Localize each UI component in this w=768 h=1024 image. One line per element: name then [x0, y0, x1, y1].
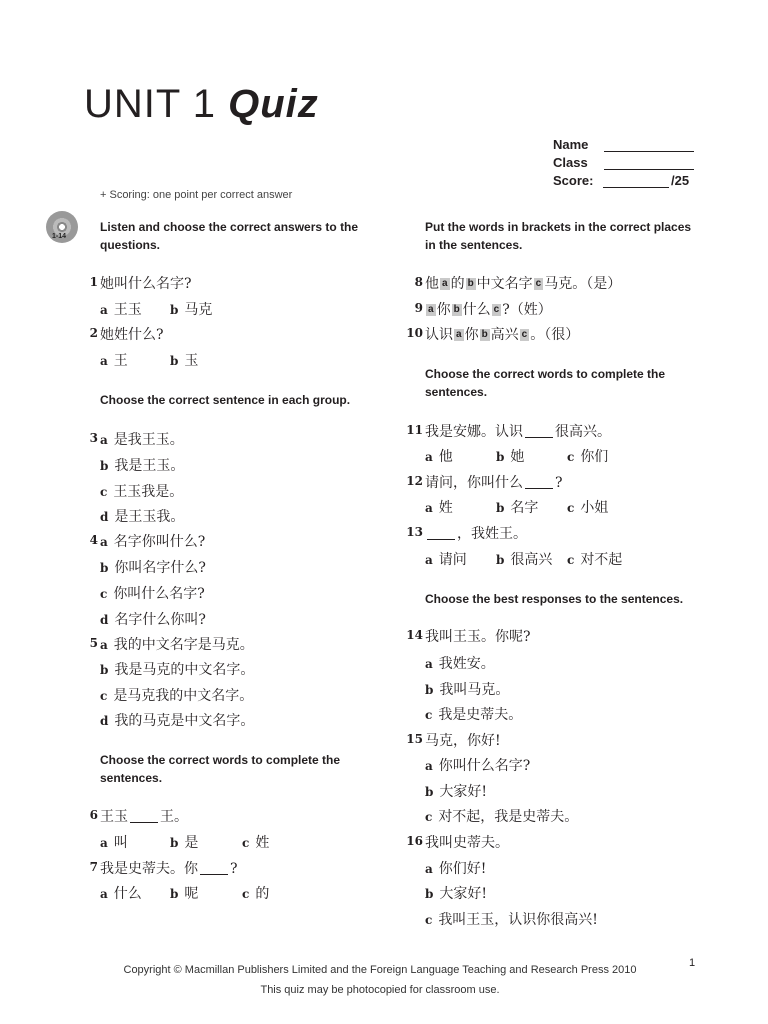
section-heading-brackets: Put the words in brackets in the correct places in the sentences. — [425, 220, 692, 252]
q8-slot-a[interactable]: a — [442, 278, 448, 289]
q3-option-d[interactable]: d 是王玉我。 — [100, 509, 185, 525]
q6-blank[interactable] — [130, 822, 158, 823]
q1-option-a[interactable]: a 王玉 — [100, 302, 142, 318]
track-label: 1-14 — [52, 233, 67, 240]
section-heading-listen: Listen and choose the correct answers to the questions. — [100, 220, 359, 252]
section-heading-correct-sentence: Choose the correct sentence in each group. — [100, 393, 351, 407]
q3-option-c[interactable]: c 王玉我是。 — [100, 484, 184, 500]
q16-option-c[interactable]: c 我叫王玉，认识你很高兴! — [425, 912, 598, 928]
q16-option-a[interactable]: a 你们好! — [425, 861, 487, 877]
page-number: 1 — [689, 957, 696, 969]
page-title — [84, 82, 319, 127]
score-field[interactable] — [603, 187, 669, 188]
question-14: 14 我叫王玉。你呢? — [406, 628, 531, 645]
q5-option-b[interactable]: b 我是马克的中文名字。 — [100, 662, 255, 678]
q1-option-b[interactable]: b 马克 — [170, 302, 213, 318]
section-heading-best-responses: Choose the best responses to the sentences. — [425, 592, 684, 606]
q9-slot-c[interactable]: c — [493, 304, 500, 315]
q5-option-c[interactable]: c 是马克我的中文名字。 — [100, 688, 254, 704]
q9-slot-a[interactable]: a — [428, 304, 434, 315]
question-16: 16 我叫史蒂夫。 — [406, 834, 509, 851]
q14-option-b[interactable]: b 我叫马克。 — [425, 682, 510, 698]
q11-option-c[interactable]: c 你们 — [567, 449, 609, 465]
section-heading-complete-words-2: Choose the correct words to complete the sentences. — [425, 367, 666, 399]
q11-blank[interactable] — [525, 437, 553, 438]
q6-option-b[interactable]: b 是 — [170, 835, 199, 851]
question-6: 6 王玉 王。 — [89, 808, 188, 825]
question-9: 9 a 你 b 什么 c ?（姓） — [414, 301, 552, 318]
q2-option-a[interactable]: a 王 — [100, 353, 128, 369]
q14-option-a[interactable]: a 我姓安。 — [425, 656, 495, 672]
q11-option-b[interactable]: b 她 — [496, 449, 525, 465]
q5-option-d[interactable]: d 我的马克是中文名字。 — [100, 713, 255, 729]
q8-slot-c[interactable]: c — [535, 278, 542, 289]
q7-blank[interactable] — [200, 874, 228, 875]
q12-blank[interactable] — [525, 488, 553, 489]
score-total: /25 — [671, 173, 690, 188]
photocopy-note: This quiz may be photocopied for classroom use. — [260, 984, 500, 996]
unit-label: UNIT 1 — [84, 82, 216, 126]
quiz-label: Quiz — [228, 82, 319, 126]
q4-option-c[interactable]: c 你叫什么名字? — [100, 586, 205, 602]
q3-option-b[interactable]: b 我是王玉。 — [100, 458, 185, 474]
q6-option-a[interactable]: a 叫 — [100, 835, 128, 851]
q12-option-a[interactable]: a 姓 — [425, 500, 453, 516]
question-7: 7 我是史蒂夫。你 ? — [89, 860, 238, 877]
q15-option-c[interactable]: c 对不起，我是史蒂夫。 — [425, 809, 579, 825]
q10-slot-c[interactable]: c — [521, 329, 528, 340]
q12-option-c[interactable]: c 小姐 — [567, 500, 609, 516]
q8-slot-b[interactable]: b — [467, 278, 474, 289]
question-1: 1 她叫什么名字? — [89, 275, 192, 292]
q16-option-b[interactable]: b 大家好! — [425, 886, 488, 902]
question-8: 8 他 a 的 b 中文名字 c 马克。（是） — [414, 275, 622, 292]
q2-option-b[interactable]: b 玉 — [170, 353, 199, 369]
q7-option-b[interactable]: b 呢 — [170, 886, 199, 902]
name-label: Name — [553, 137, 589, 152]
q15-option-b[interactable]: b 大家好! — [425, 784, 488, 800]
q15-option-a[interactable]: a 你叫什么名字? — [425, 758, 531, 774]
q13-option-b[interactable]: b 很高兴 — [496, 552, 553, 568]
copyright-line: Copyright © Macmillan Publishers Limited and the Foreign Language Teaching and Research Press 2010 — [123, 964, 637, 976]
q13-option-a[interactable]: a 请问 — [425, 552, 467, 568]
question-11: 11 我是安娜。认识 很高兴。 — [406, 423, 611, 440]
section-heading-complete-words: Choose the correct words to complete the sentences. — [100, 753, 341, 785]
q7-option-a[interactable]: a 什么 — [100, 886, 142, 902]
q4-option-a[interactable]: 4 a 名字你叫什么? — [89, 533, 206, 550]
scoring-note: + Scoring: one point per correct answer — [100, 189, 293, 201]
class-label: Class — [553, 155, 588, 170]
q13-blank[interactable] — [427, 539, 455, 540]
class-field[interactable] — [604, 169, 694, 170]
question-15: 15 马克，你好! — [406, 732, 501, 749]
q3-option-a[interactable]: 3 a 是我王玉。 — [89, 431, 184, 448]
question-2: 2 她姓什么? — [89, 326, 164, 343]
question-10: 10 认识 a 你 b 高兴 c 。（很） — [406, 326, 580, 343]
q9-slot-b[interactable]: b — [453, 304, 460, 315]
q6-option-c[interactable]: c 姓 — [242, 835, 270, 851]
q10-slot-a[interactable]: a — [456, 329, 462, 340]
question-13: 13 ，我姓王。 — [406, 525, 527, 542]
q4-option-b[interactable]: b 你叫名字什么? — [100, 560, 206, 576]
q11-option-a[interactable]: a 他 — [425, 449, 453, 465]
q13-option-c[interactable]: c 对不起 — [567, 552, 623, 568]
q5-option-a[interactable]: 5 a 我的中文名字是马克。 — [89, 636, 254, 653]
question-12: 12 请问，你叫什么 ? — [406, 474, 563, 491]
q7-option-c[interactable]: c 的 — [242, 886, 270, 902]
q10-slot-b[interactable]: b — [481, 329, 488, 340]
name-field[interactable] — [604, 151, 694, 152]
q12-option-b[interactable]: b 名字 — [496, 500, 539, 516]
q4-option-d[interactable]: d 名字什么你叫? — [100, 612, 206, 628]
score-label: Score: — [553, 173, 594, 188]
q14-option-c[interactable]: c 我是史蒂夫。 — [425, 707, 523, 723]
